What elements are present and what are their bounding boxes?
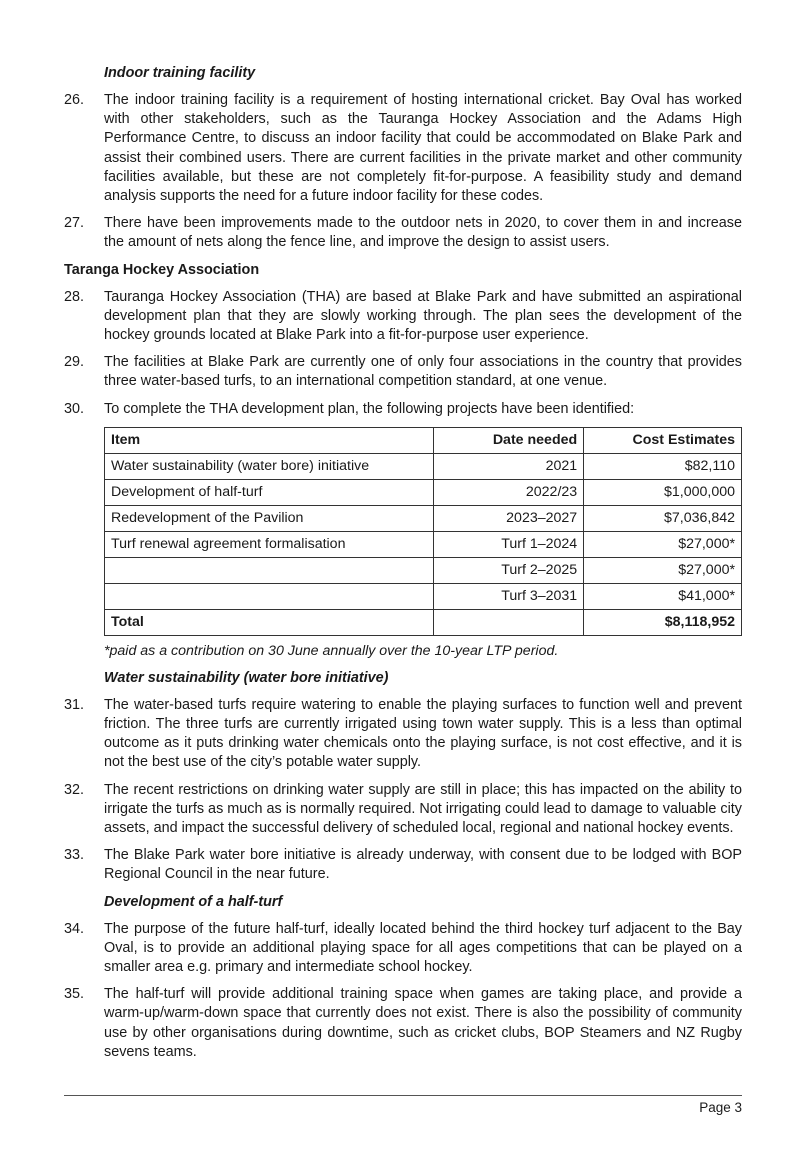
paragraph-text: The facilities at Blake Park are currently one of only four associations in the country that provides three water-based turfs, to an international competition standard, at one venue. [104,354,742,390]
paragraph-number: 27. [64,215,85,232]
table-row [105,479,742,505]
cell-item [105,583,434,609]
cell-item [105,557,434,583]
cell-date: Turf 3–2031 [434,583,584,609]
total-date [434,609,584,635]
paragraph-34 [64,920,742,978]
total-cost: $8,118,952 [584,609,742,635]
cell-date: 2021 [434,453,584,479]
paragraph-number: 28. [64,288,85,305]
projects-table [104,427,742,636]
cell-date: Turf 1–2024 [434,531,584,557]
paragraph-text: The half-turf will provide additional training space when games are taking place, and provide a warm-up/warm-down space that currently does not exist. There is also the possibility of community use by other organisations during downtime, such as cricket clubs, BOP Steamers and NZ Rugby sevens teams. [104,986,742,1060]
paragraph-30 [64,400,742,419]
paragraph-29 [64,353,742,391]
table-row [105,557,742,583]
water-sustainability-heading: Water sustainability (water bore initiative) [104,669,389,686]
paragraph-text: The recent restrictions on drinking water supply are still in place; this has impacted on the ability to irrigate the turfs as much as is normally required. Not irrigating could lead to damage to valuable city assets, and impact the successful delivery of scheduled local, regional and national hockey events. [104,781,742,837]
footer-divider [64,1095,742,1096]
cell-cost: $27,000* [584,557,742,583]
table-row [105,583,742,609]
paragraph-number: 31. [64,696,85,713]
cell-date: 2023–2027 [434,505,584,531]
paragraph-text: The indoor training facility is a requirement of hosting international cricket. Bay Oval has worked with other stakeholders, such as the Tauranga Hockey Association and the Adams High Performance Centre, to discuss an indoor facility that could be accommodated on Blake Park and assist their combined users. There are current facilities in the private market and other community facilities available, but these are not completely fit-for-purpose. A feasibility study and demand analysis supports the need for a future indoor facility for these codes. [104,92,742,205]
paragraph-number: 34. [64,920,85,937]
page-number: Page 3 [699,1100,742,1115]
page-content [64,64,742,1070]
table-header-row [105,427,742,453]
paragraph-33 [64,846,742,884]
paragraph-text: To complete the THA development plan, the following projects have been identified: [104,400,635,417]
cell-cost: $7,036,842 [584,505,742,531]
paragraph-31 [64,696,742,773]
header-cost-estimates: Cost Estimates [584,427,742,453]
cell-cost: $1,000,000 [584,479,742,505]
half-turf-heading: Development of a half-turf [104,893,283,910]
cell-item: Development of half-turf [105,479,434,505]
paragraph-text: The water-based turfs require watering to enable the playing surfaces to function well and prevent friction. The three turfs are currently irrigated using town water supply. This is a less than optimal outcome as it puts drinking water chemicals onto the playing surface, is not cost effective, and it is not the best use of the city’s potable water supply. [104,696,742,771]
table-row [105,453,742,479]
table-total-row [105,609,742,635]
paragraph-35 [64,985,742,1062]
cell-date: Turf 2–2025 [434,557,584,583]
paragraph-number: 26. [64,92,85,108]
paragraph-number: 30. [64,400,85,417]
paragraph-27 [64,214,742,252]
paragraph-number: 29. [64,354,85,371]
paragraph-32 [64,781,742,839]
paragraph-text: Tauranga Hockey Association (THA) are based at Blake Park and have submitted an aspirational development plan that they are slowly working through. The plan sees the development of the hockey grounds located at Blake Park into a fit-for-purpose user experience. [104,288,742,344]
cell-cost: $82,110 [584,453,742,479]
cell-item: Turf renewal agreement formalisation [105,531,434,557]
table-footnote: *paid as a contribution on 30 June annually over the 10-year LTP period. [104,642,559,659]
paragraph-number: 32. [64,781,85,798]
paragraph-number: 33. [64,847,85,864]
cell-date: 2022/23 [434,479,584,505]
paragraph-number: 35. [64,986,85,1003]
header-date-needed: Date needed [434,427,584,453]
total-label: Total [105,609,434,635]
indoor-facility-heading: Indoor training facility [104,65,256,81]
cell-cost: $27,000* [584,531,742,557]
paragraph-text: The purpose of the future half-turf, ideally located behind the third hockey turf adjacent to the Bay Oval, is to provide an additional playing space for all ages competitions that can be played on a smaller area e.g. primary and intermediate school hockey. [104,920,742,976]
paragraph-28 [64,288,742,346]
paragraph-text: There have been improvements made to the outdoor nets in 2020, to cover them in and increase the amount of nets along the fence line, and improve the design to assist users. [104,215,742,251]
cell-item: Water sustainability (water bore) initiative [105,453,434,479]
cell-item: Redevelopment of the Pavilion [105,505,434,531]
paragraph-26 [64,91,742,206]
paragraph-text: The Blake Park water bore initiative is already underway, with consent due to be lodged with BOP Regional Council in the near future. [104,847,742,883]
table-row [105,531,742,557]
hockey-association-heading: Taranga Hockey Association [64,261,260,278]
cell-cost: $41,000* [584,583,742,609]
header-item: Item [105,427,434,453]
table-row [105,505,742,531]
